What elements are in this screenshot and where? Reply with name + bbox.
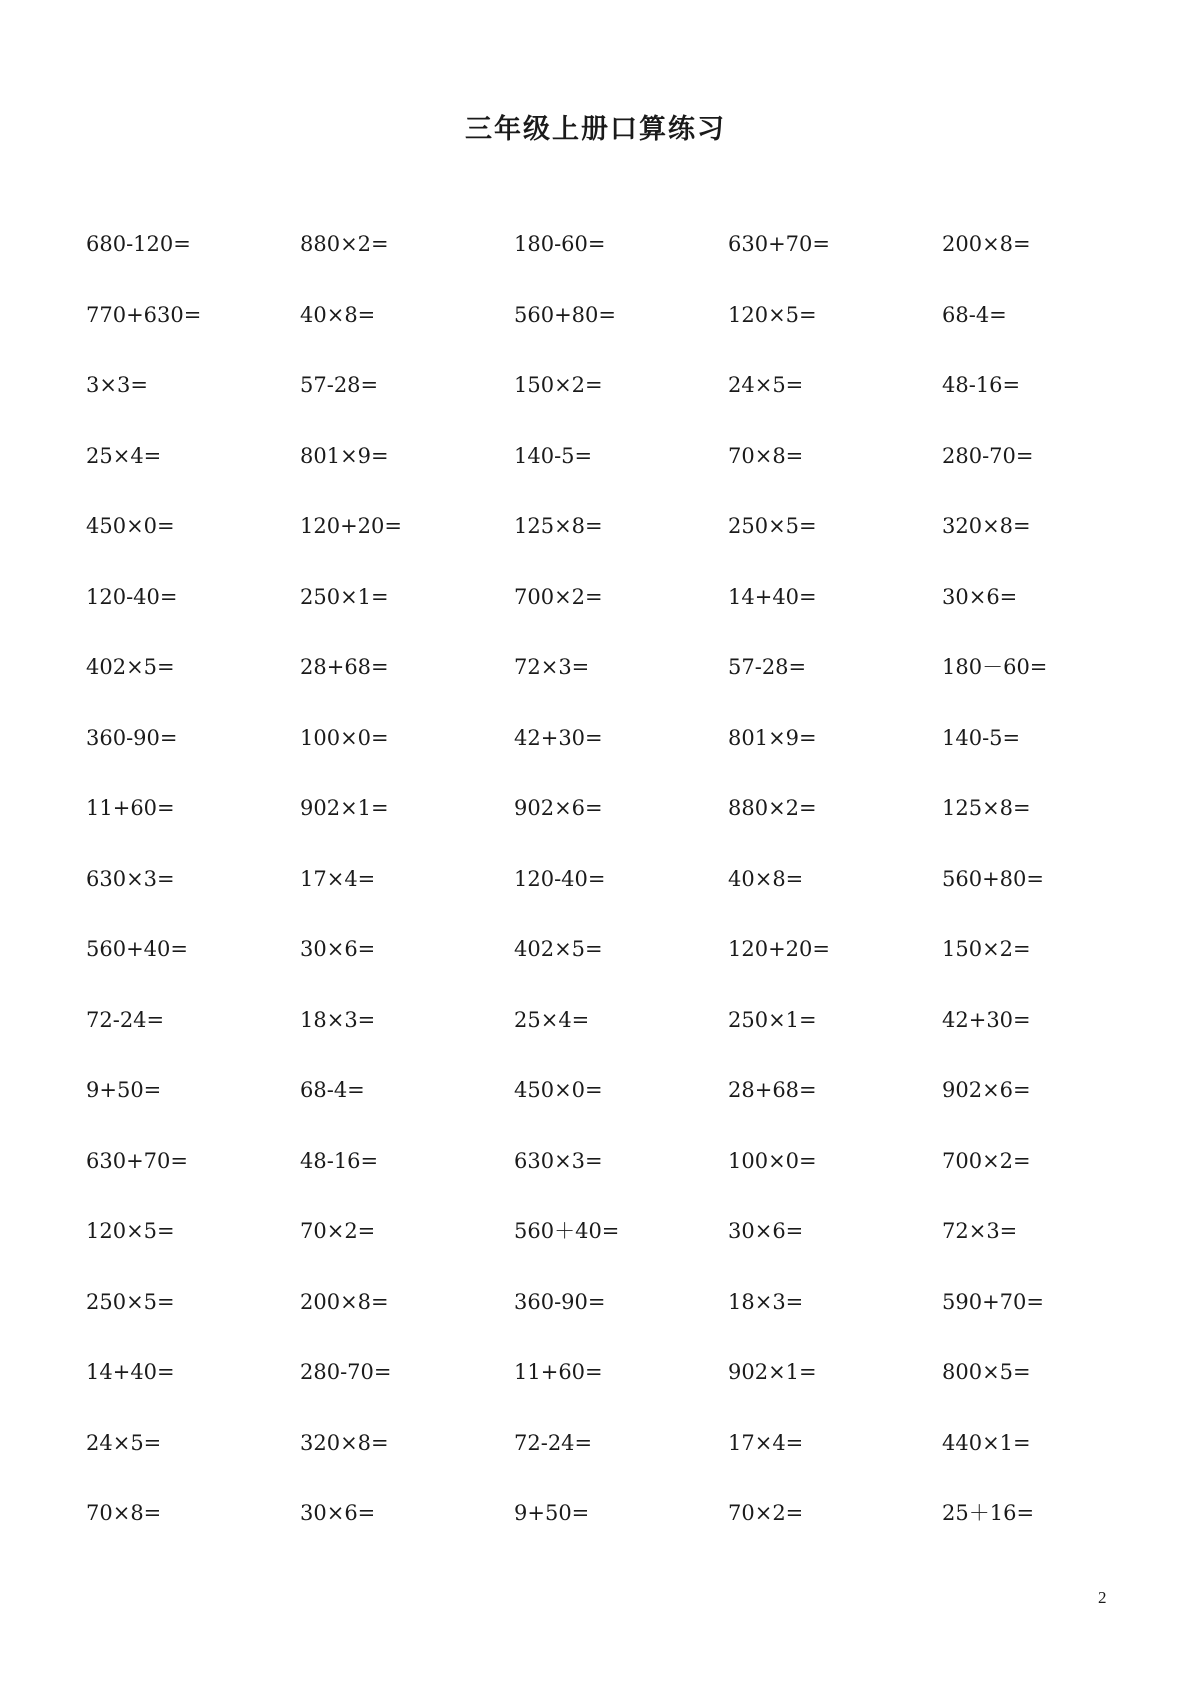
exercise-item: 560+80=	[942, 866, 1044, 891]
exercise-item: 402×5=	[86, 655, 175, 679]
exercise-item: 42+30=	[942, 1007, 1031, 1032]
exercise-item: 11+60=	[514, 1360, 603, 1384]
exercise-item: 25×4=	[86, 443, 162, 468]
exercise-item: 28+68=	[728, 1078, 817, 1102]
exercise-item: 320×8=	[942, 514, 1031, 538]
exercise-item: 125×8=	[514, 514, 603, 538]
exercise-item: 120×5=	[728, 302, 817, 327]
exercise-item: 30×6=	[728, 1219, 804, 1243]
exercise-row	[86, 1219, 1156, 1290]
exercise-item: 770+630=	[86, 302, 202, 327]
exercise-item: 14+40=	[86, 1360, 175, 1384]
exercise-row	[86, 1501, 1156, 1572]
exercise-item: 14+40=	[728, 584, 817, 609]
exercise-item: 70×8=	[728, 443, 804, 468]
exercise-item: 180－60=	[942, 655, 1048, 679]
exercise-item: 250×1=	[300, 584, 389, 609]
exercise-item: 630+70=	[86, 1148, 188, 1173]
exercise-item: 250×5=	[728, 514, 817, 538]
exercise-item: 700×2=	[514, 584, 603, 609]
exercise-item: 11+60=	[86, 796, 175, 820]
exercise-item: 125×8=	[942, 796, 1031, 820]
exercise-item: 42+30=	[514, 725, 603, 750]
exercise-item: 48-16=	[300, 1148, 379, 1173]
exercise-item: 3×3=	[86, 373, 148, 397]
exercise-item: 630×3=	[514, 1148, 603, 1173]
exercise-item: 70×2=	[300, 1219, 376, 1243]
exercise-item: 320×8=	[300, 1430, 389, 1455]
exercise-item: 30×6=	[300, 937, 376, 961]
exercise-item: 120×5=	[86, 1219, 175, 1243]
exercise-row	[86, 937, 1156, 1008]
page-title: 三年级上册口算练习	[465, 114, 726, 145]
exercise-item: 17×4=	[728, 1430, 804, 1455]
exercise-row	[86, 1078, 1156, 1149]
exercise-item: 70×2=	[728, 1501, 804, 1525]
exercise-item: 72×3=	[514, 655, 590, 679]
exercise-item: 150×2=	[514, 373, 603, 397]
exercise-item: 150×2=	[942, 937, 1031, 961]
exercise-item: 360-90=	[86, 725, 178, 750]
page-number: 2	[1098, 1588, 1107, 1607]
exercise-item: 17×4=	[300, 866, 376, 891]
exercise-row	[86, 232, 1156, 303]
exercise-row	[86, 1149, 1156, 1220]
exercise-item: 200×8=	[942, 232, 1031, 256]
exercise-item: 25×4=	[514, 1007, 590, 1032]
exercise-item: 120+20=	[300, 514, 402, 538]
exercise-item: 70×8=	[86, 1501, 162, 1525]
exercise-item: 100×0=	[728, 1148, 817, 1173]
exercise-row	[86, 1008, 1156, 1079]
exercise-item: 140-5=	[514, 443, 593, 468]
exercise-item: 250×5=	[86, 1289, 175, 1314]
exercise-item: 880×2=	[728, 796, 817, 820]
exercise-row	[86, 867, 1156, 938]
exercise-item: 30×6=	[300, 1501, 376, 1525]
exercise-item: 700×2=	[942, 1148, 1031, 1173]
exercise-item: 560+80=	[514, 302, 616, 327]
exercise-item: 450×0=	[86, 514, 175, 538]
exercise-item: 100×0=	[300, 725, 389, 750]
exercise-row	[86, 1290, 1156, 1361]
exercise-item: 40×8=	[728, 866, 804, 891]
exercise-item: 9+50=	[514, 1501, 590, 1525]
exercise-item: 28+68=	[300, 655, 389, 679]
exercise-row	[86, 726, 1156, 797]
exercise-item: 72-24=	[514, 1430, 593, 1455]
exercise-row	[86, 585, 1156, 656]
exercise-item: 48-16=	[942, 373, 1021, 397]
exercise-item: 24×5=	[728, 373, 804, 397]
exercise-item: 630+70=	[728, 232, 830, 256]
exercise-item: 880×2=	[300, 232, 389, 256]
exercise-item: 630×3=	[86, 866, 175, 891]
exercise-item: 9+50=	[86, 1078, 162, 1102]
exercise-item: 280-70=	[300, 1360, 392, 1384]
exercise-item: 800×5=	[942, 1360, 1031, 1384]
exercise-item: 360-90=	[514, 1289, 606, 1314]
exercise-row	[86, 514, 1156, 585]
exercise-item: 40×8=	[300, 302, 376, 327]
exercise-item: 120+20=	[728, 937, 830, 961]
exercise-row	[86, 1360, 1156, 1431]
exercise-item: 140-5=	[942, 725, 1021, 750]
exercise-item: 120-40=	[514, 866, 606, 891]
exercise-item: 801×9=	[300, 443, 389, 468]
exercise-item: 440×1=	[942, 1430, 1031, 1455]
exercise-item: 30×6=	[942, 584, 1018, 609]
exercise-item: 200×8=	[300, 1289, 389, 1314]
exercise-item: 57-28=	[300, 373, 379, 397]
exercise-item: 68-4=	[300, 1078, 365, 1102]
exercise-item: 560＋40=	[514, 1219, 620, 1243]
exercise-row	[86, 303, 1156, 374]
exercise-item: 402×5=	[514, 937, 603, 961]
exercise-item: 680-120=	[86, 232, 191, 256]
exercise-item: 801×9=	[728, 725, 817, 750]
exercise-item: 72×3=	[942, 1219, 1018, 1243]
exercise-item: 24×5=	[86, 1430, 162, 1455]
exercise-item: 57-28=	[728, 655, 807, 679]
exercise-item: 450×0=	[514, 1078, 603, 1102]
exercise-item: 590+70=	[942, 1289, 1044, 1314]
exercise-row	[86, 1431, 1156, 1502]
exercise-grid	[86, 232, 1156, 1572]
exercise-item: 250×1=	[728, 1007, 817, 1032]
exercise-item: 120-40=	[86, 584, 178, 609]
exercise-item: 25＋16=	[942, 1501, 1035, 1525]
exercise-item: 280-70=	[942, 443, 1034, 468]
exercise-item: 180-60=	[514, 232, 606, 256]
exercise-row	[86, 796, 1156, 867]
exercise-item: 902×1=	[300, 796, 389, 820]
exercise-item: 18×3=	[300, 1007, 376, 1032]
exercise-row	[86, 655, 1156, 726]
exercise-row	[86, 373, 1156, 444]
exercise-item: 902×1=	[728, 1360, 817, 1384]
exercise-row	[86, 444, 1156, 515]
exercise-item: 72-24=	[86, 1007, 165, 1032]
exercise-item: 18×3=	[728, 1289, 804, 1314]
exercise-item: 902×6=	[942, 1078, 1031, 1102]
exercise-item: 902×6=	[514, 796, 603, 820]
exercise-item: 560+40=	[86, 937, 188, 961]
exercise-item: 68-4=	[942, 302, 1007, 327]
